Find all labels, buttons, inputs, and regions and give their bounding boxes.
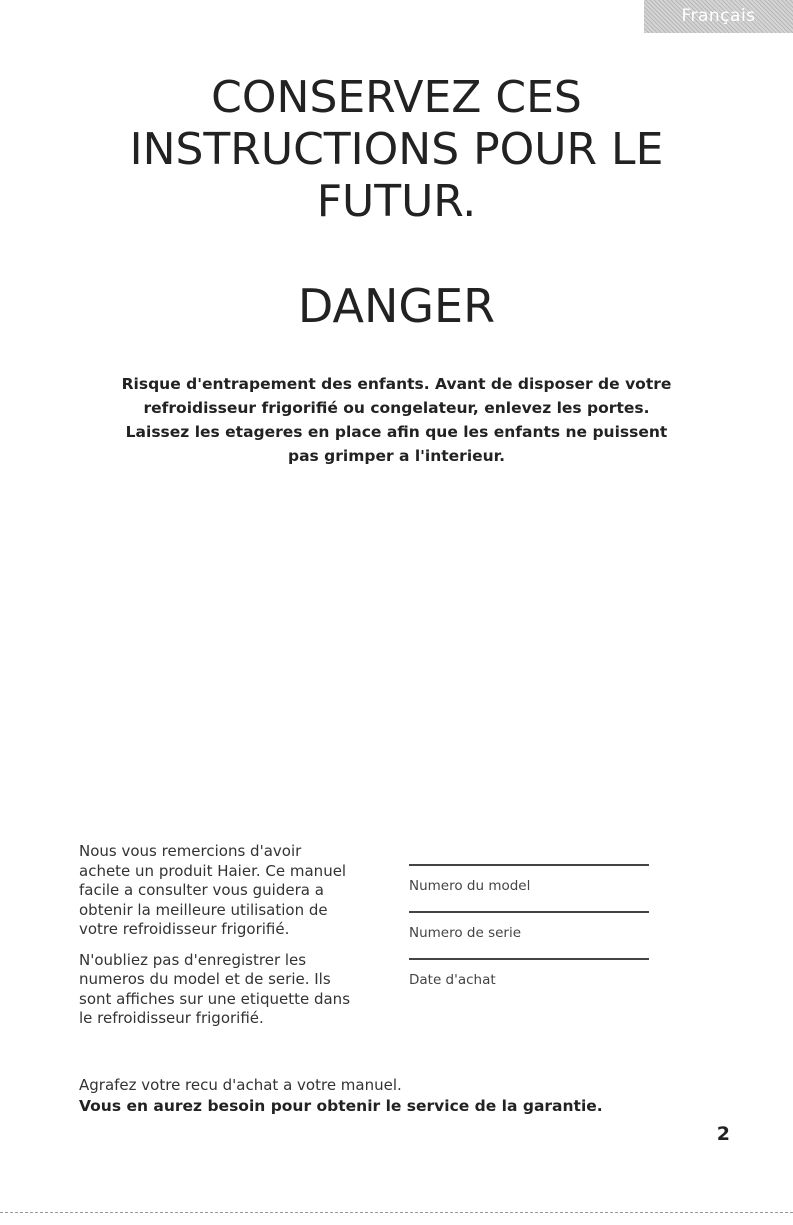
thank-you-paragraph bbox=[79, 842, 399, 940]
model-number-field: Numero du model bbox=[409, 864, 649, 911]
text-line: le refroidisseur frigorifié. bbox=[79, 1009, 264, 1027]
staple-receipt-line: Agrafez votre recu d'achat a votre manuel. bbox=[79, 1076, 402, 1094]
purchase-date-field: Date d'achat bbox=[409, 958, 649, 1005]
text-line: votre refroidisseur frigorifié. bbox=[79, 920, 290, 938]
record-fields bbox=[409, 864, 649, 1005]
warranty-line: Vous en aurez besoin pour obtenir le service de la garantie. bbox=[79, 1097, 603, 1115]
title-line: INSTRUCTIONS POUR LE bbox=[129, 124, 664, 175]
text-line: Nous vous remercions d'avoir bbox=[79, 842, 302, 860]
title-line: FUTUR. bbox=[316, 176, 477, 227]
language-tab: Français bbox=[644, 0, 793, 33]
page-number: 2 bbox=[716, 1123, 730, 1145]
title-line: CONSERVEZ CES bbox=[211, 72, 582, 123]
text-line: facile a consulter vous guidera a bbox=[79, 881, 324, 899]
page-title bbox=[0, 72, 793, 228]
register-paragraph bbox=[79, 951, 399, 1029]
text-line: numeros du model et de serie. Ils bbox=[79, 970, 331, 988]
danger-line: pas grimper a l'interieur. bbox=[287, 447, 506, 465]
danger-warning-text bbox=[40, 372, 753, 468]
danger-line: Risque d'entrapement des enfants. Avant de disposer de votre bbox=[121, 375, 672, 393]
text-line: sont affiches sur une etiquette dans bbox=[79, 989, 351, 1008]
serial-number-field: Numero de serie bbox=[409, 911, 649, 958]
danger-line: refroidisseur frigorifié ou congelateur, enlevez les portes. bbox=[143, 399, 650, 417]
text-line: obtenir la meilleure utilisation de bbox=[79, 900, 328, 919]
bottom-divider bbox=[0, 1212, 793, 1213]
thank-you-section bbox=[79, 842, 399, 1040]
footer-note bbox=[79, 1075, 759, 1117]
text-line: achete un produit Haier. Ce manuel bbox=[79, 861, 347, 880]
danger-line: Laissez les etageres en place afin que les enfants ne puissent bbox=[125, 423, 668, 441]
danger-heading: DANGER bbox=[297, 279, 496, 333]
text-line: N'oubliez pas d'enregistrer les bbox=[79, 950, 307, 969]
